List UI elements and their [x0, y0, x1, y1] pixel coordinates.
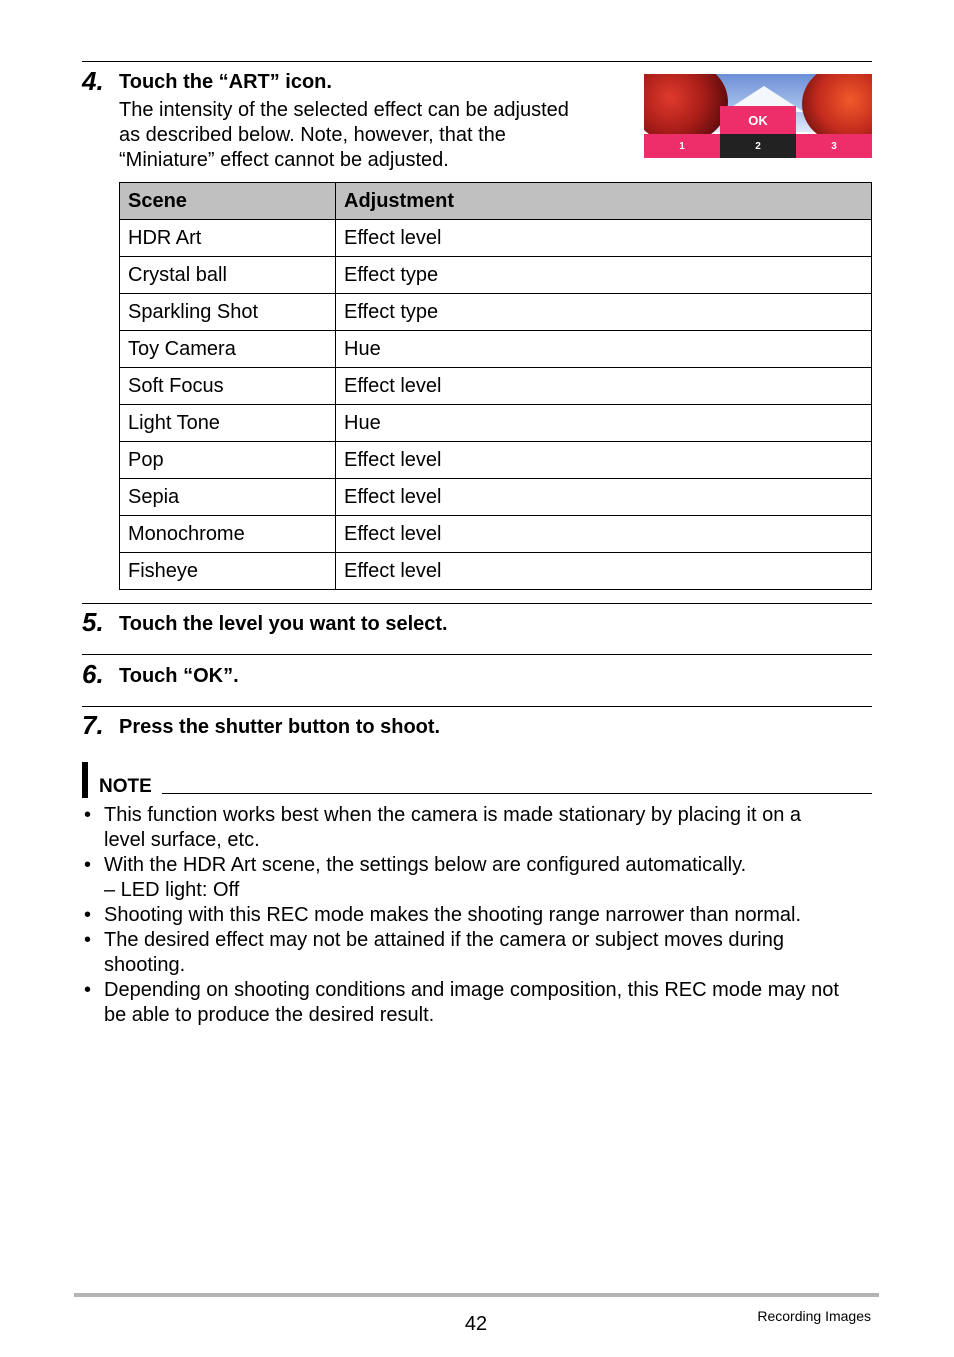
note-text-line: With the HDR Art scene, the settings below are configured automatically. [104, 854, 747, 876]
note-rule [162, 793, 872, 794]
footer-section-title: Recording Images [757, 1308, 871, 1324]
bullet: • [84, 904, 92, 926]
step-5-number: 5. [82, 607, 104, 637]
note-marker-bar [82, 762, 88, 798]
step-4-description-line: as described below. Note, however, that the [119, 124, 506, 146]
note-sub-item: – LED light: Off [104, 879, 240, 901]
thumbnail-level-2: 2 [720, 134, 796, 158]
list-item [82, 928, 882, 978]
list-item [82, 853, 882, 903]
scene-adjustment-table [119, 182, 872, 590]
step-4-description-line: The intensity of the selected effect can be adjusted [119, 99, 569, 121]
step-7-number: 7. [82, 710, 104, 740]
thumbnail-level-3: 3 [796, 134, 872, 158]
table-row [120, 220, 872, 257]
footer-rule [74, 1293, 879, 1297]
table-header-adjustment: Adjustment [336, 183, 872, 220]
note-label: NOTE [99, 776, 152, 797]
table-cell-scene: Toy Camera [120, 331, 336, 368]
step-4-number: 4. [82, 66, 104, 96]
table-cell-adjustment: Effect level [336, 479, 872, 516]
table-cell-scene: Monochrome [120, 516, 336, 553]
table-row [120, 368, 872, 405]
table-row [120, 442, 872, 479]
bullet: • [84, 854, 92, 876]
table-header-scene: Scene [120, 183, 336, 220]
step-4-rule [82, 61, 872, 62]
step-5-rule [82, 603, 872, 604]
step-6-number: 6. [82, 659, 104, 689]
table-cell-scene: Light Tone [120, 405, 336, 442]
step-4-heading: Touch the “ART” icon. [119, 71, 332, 93]
table-cell-adjustment: Effect level [336, 553, 872, 590]
table-cell-adjustment: Effect type [336, 257, 872, 294]
thumbnail-level-1: 1 [644, 134, 720, 158]
step-5-heading: Touch the level you want to select. [119, 613, 448, 635]
note-text-line: level surface, etc. [104, 829, 260, 851]
table-cell-adjustment: Effect type [336, 294, 872, 331]
step-7-rule [82, 706, 872, 707]
table-cell-adjustment: Effect level [336, 516, 872, 553]
page-number: 42 [464, 1313, 488, 1335]
note-text-line: This function works best when the camera is made stationary by placing it on a [104, 804, 802, 826]
table-header-row [120, 183, 872, 220]
note-text-line: be able to produce the desired result. [104, 1004, 435, 1026]
table-cell-adjustment: Effect level [336, 220, 872, 257]
note-list [82, 803, 882, 1028]
list-item [82, 903, 882, 928]
thumbnail-ok-button: OK [720, 106, 796, 134]
note-text-line: Shooting with this REC mode makes the shooting range narrower than normal. [104, 904, 802, 926]
list-item [82, 803, 882, 853]
step-7-heading: Press the shutter button to shoot. [119, 716, 441, 738]
bullet: • [84, 804, 92, 826]
table-cell-scene: Crystal ball [120, 257, 336, 294]
table-cell-scene: Sparkling Shot [120, 294, 336, 331]
table-row [120, 479, 872, 516]
note-text-line: Depending on shooting conditions and image composition, this REC mode may not [104, 979, 839, 1001]
table-row [120, 405, 872, 442]
table-row [120, 331, 872, 368]
step-4-description-line: “Miniature” effect cannot be adjusted. [119, 149, 449, 171]
table-cell-scene: Sepia [120, 479, 336, 516]
table-cell-adjustment: Effect level [336, 442, 872, 479]
table-cell-scene: HDR Art [120, 220, 336, 257]
table-cell-adjustment: Effect level [336, 368, 872, 405]
table-cell-scene: Fisheye [120, 553, 336, 590]
table-cell-scene: Pop [120, 442, 336, 479]
camera-screen-thumbnail [644, 74, 872, 158]
bullet: • [84, 929, 92, 951]
bullet: • [84, 979, 92, 1001]
table-cell-adjustment: Hue [336, 405, 872, 442]
table-cell-adjustment: Hue [336, 331, 872, 368]
table-row [120, 257, 872, 294]
step-4-description [119, 98, 619, 173]
list-item [82, 978, 882, 1028]
table-cell-scene: Soft Focus [120, 368, 336, 405]
table-row [120, 516, 872, 553]
step-6-rule [82, 654, 872, 655]
note-text-line: The desired effect may not be attained if the camera or subject moves during [104, 929, 784, 951]
thumbnail-level-bar [644, 134, 872, 158]
table-row [120, 553, 872, 590]
note-text-line: shooting. [104, 954, 186, 976]
table-row [120, 294, 872, 331]
step-6-heading: Touch “OK”. [119, 665, 239, 687]
